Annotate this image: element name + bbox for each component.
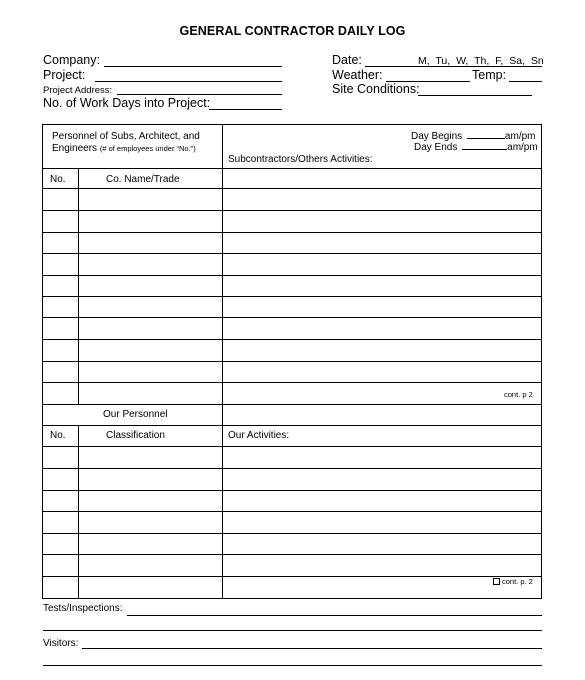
- row-rule: [42, 296, 542, 297]
- our-cont-label: cont. p. 2: [502, 577, 533, 586]
- our-personnel-label: Our Personnel: [103, 409, 168, 420]
- cont-checkbox[interactable]: [493, 578, 500, 585]
- row-rule: [42, 533, 542, 534]
- our-activities-label: Our Activities:: [228, 430, 290, 441]
- table-border-top: [42, 124, 542, 125]
- company-label: Company:: [43, 53, 100, 67]
- project-address-label: Project Address:: [43, 85, 113, 96]
- subs-personnel-label-2: [52, 143, 196, 154]
- subs-cont-label: cont. p 2: [504, 390, 533, 399]
- row-rule: [42, 511, 542, 512]
- row-rule: [42, 339, 542, 340]
- visitors-field-line-2[interactable]: [43, 665, 542, 666]
- our-cont-row: [493, 577, 533, 586]
- our-col-classification: Classification: [106, 430, 165, 441]
- site-conditions-field[interactable]: [418, 95, 532, 96]
- company-field[interactable]: [104, 66, 282, 67]
- row-rule: [42, 317, 542, 318]
- row-rule: [42, 275, 542, 276]
- day-begins-ampm: am/pm: [504, 131, 536, 142]
- row-rule: [42, 576, 542, 577]
- day-begins-field[interactable]: [467, 138, 505, 139]
- subs-engineers-label: Engineers: [52, 143, 98, 154]
- row-rule: [42, 253, 542, 254]
- work-days-label: No. of Work Days into Project:: [43, 96, 211, 110]
- log-table: [42, 124, 542, 598]
- site-conditions-label: Site Conditions:: [332, 82, 420, 96]
- subs-personnel-note: (# of employees under “No.”): [99, 144, 196, 153]
- table-divider-no-our: [78, 425, 79, 599]
- row-rule: [42, 425, 542, 426]
- subs-activities-label: Subcontractors/Others Activities:: [228, 154, 373, 165]
- table-border-bottom: [42, 598, 542, 599]
- temp-field[interactable]: [509, 81, 542, 82]
- table-divider-no-subs: [78, 168, 79, 404]
- project-address-field[interactable]: [117, 94, 282, 95]
- row-rule: [42, 210, 542, 211]
- row-rule: [42, 188, 542, 189]
- days-of-week: M, Tu, W, Th, F, Sa, Sn: [418, 55, 544, 67]
- row-rule: [42, 232, 542, 233]
- weather-label: Weather:: [332, 68, 383, 82]
- temp-label: Temp:: [472, 68, 507, 82]
- tests-field[interactable]: [127, 615, 542, 616]
- day-ends-field[interactable]: [462, 149, 507, 150]
- our-col-no: No.: [50, 430, 66, 441]
- visitors-label: Visitors:: [43, 638, 79, 649]
- row-rule: [42, 404, 542, 405]
- work-days-field[interactable]: [209, 109, 282, 110]
- subs-col-name: Co. Name/Trade: [106, 174, 180, 185]
- form-title: GENERAL CONTRACTOR DAILY LOG: [179, 24, 406, 38]
- day-ends-ampm: am/pm: [507, 142, 538, 153]
- row-rule: [42, 168, 542, 169]
- row-rule: [42, 490, 542, 491]
- day-ends-label: Day Ends: [414, 142, 458, 153]
- row-rule: [42, 554, 542, 555]
- day-begins-row: [411, 131, 535, 142]
- row-rule: [42, 468, 542, 469]
- date-label: Date:: [332, 53, 362, 67]
- tests-field-line-2[interactable]: [43, 630, 542, 631]
- row-rule: [42, 382, 542, 383]
- day-begins-label: Day Begins: [411, 131, 463, 142]
- subs-personnel-label: Personnel of Subs, Architect, and: [52, 131, 200, 142]
- project-field[interactable]: [95, 81, 282, 82]
- row-rule: [42, 446, 542, 447]
- visitors-field[interactable]: [82, 648, 542, 649]
- row-rule: [42, 361, 542, 362]
- subs-col-no: No.: [50, 174, 66, 185]
- day-ends-row: [414, 142, 538, 153]
- project-label: Project:: [43, 68, 86, 82]
- tests-label: Tests/Inspections:: [43, 603, 123, 614]
